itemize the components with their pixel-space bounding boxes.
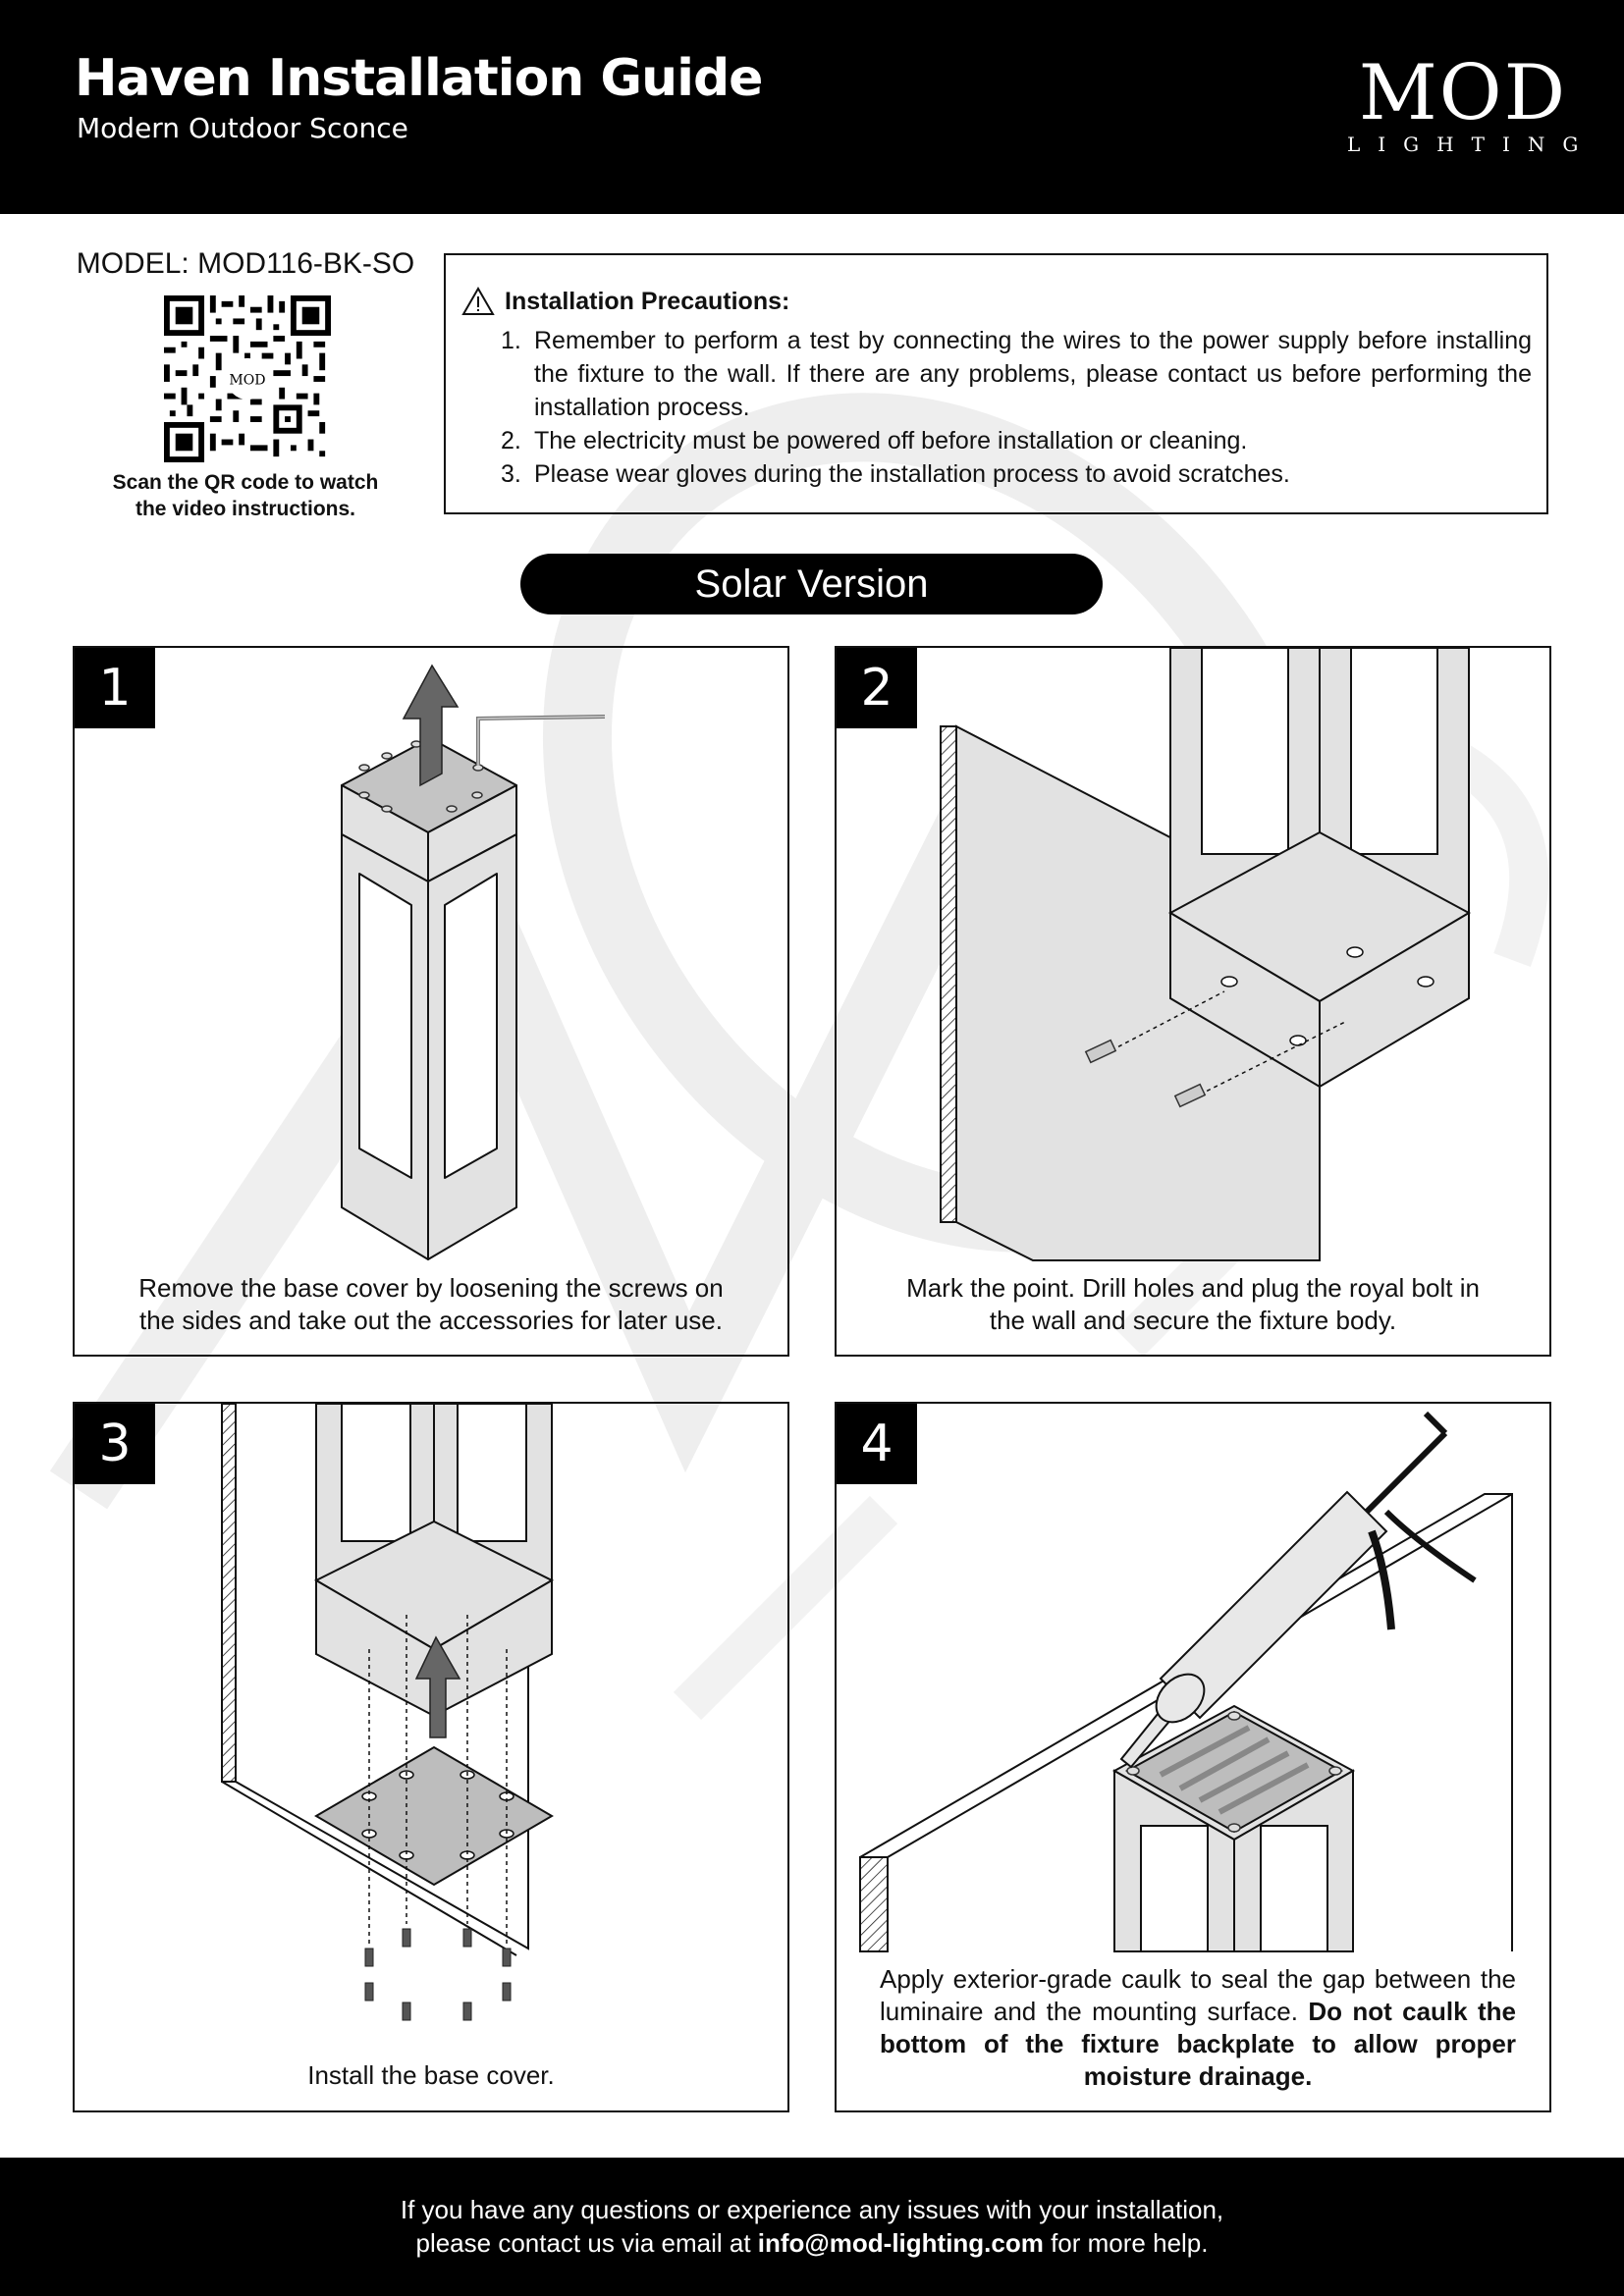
qr-caption-line2: the video instructions. bbox=[135, 498, 356, 520]
caption-line: the sides and take out the accessories for later use. bbox=[138, 1306, 723, 1335]
precaution-text: Remember to perform a test by connecting the wires to the power supply before installing the fixture to the wall. If there are any problems, please contact us before performing the installation process. bbox=[534, 327, 1532, 421]
precaution-number: 3. bbox=[501, 460, 521, 488]
caulk-gun-icon bbox=[1121, 1414, 1475, 1767]
model-number: MODEL: MOD116-BK-SO bbox=[76, 247, 415, 280]
logo-sub-text: LIGHTING bbox=[1347, 133, 1597, 156]
step-3-illustration bbox=[75, 1404, 789, 2112]
caption-warning-text: Do not caulk the bottom of the fixture backplate to allow proper moisture drainage. bbox=[880, 1997, 1516, 2091]
screw-icon bbox=[365, 1929, 511, 2020]
step-2-illustration bbox=[837, 648, 1551, 1357]
step-1-caption bbox=[114, 1272, 748, 1337]
precautions-heading bbox=[461, 287, 789, 316]
qr-code[interactable] bbox=[164, 295, 331, 462]
precaution-number: 2. bbox=[501, 427, 521, 454]
step-2-panel bbox=[835, 646, 1551, 1357]
warning-triangle-icon bbox=[461, 287, 495, 316]
step-number: 1 bbox=[75, 648, 155, 728]
brand-logo bbox=[1335, 49, 1597, 156]
caption-line: Install the base cover. bbox=[307, 2060, 555, 2090]
precaution-item bbox=[501, 457, 1532, 491]
footer-line-1: If you have any questions or experience any issues with your installation, bbox=[400, 2195, 1224, 2224]
precaution-text: Please wear gloves during the installation process to avoid scratches. bbox=[534, 460, 1290, 488]
header-bar bbox=[0, 0, 1624, 214]
precaution-text: The electricity must be powered off before installation or cleaning. bbox=[534, 427, 1248, 454]
qr-caption-line1: Scan the QR code to watch bbox=[112, 471, 379, 494]
page-title: Haven Installation Guide bbox=[75, 49, 763, 108]
caption-line: Mark the point. Drill holes and plug the royal bolt in bbox=[906, 1273, 1480, 1303]
caption-normal-text: Apply exterior-grade caulk to seal the gap between the luminaire and the mounting surface. bbox=[880, 1964, 1516, 2026]
qr-center-logo: MOD bbox=[229, 372, 266, 389]
caption-line: Remove the base cover by loosening the screws on bbox=[138, 1273, 724, 1303]
footer-text: for more help. bbox=[1043, 2228, 1209, 2258]
step-4-panel bbox=[835, 1402, 1551, 2112]
step-3-caption bbox=[114, 2059, 748, 2092]
step-4-caption bbox=[880, 1963, 1516, 2093]
support-email-link[interactable]: info@mod-lighting.com bbox=[757, 2228, 1044, 2258]
version-banner: Solar Version bbox=[520, 554, 1103, 614]
precaution-item bbox=[501, 424, 1532, 457]
footer-line-2 bbox=[0, 2226, 1624, 2260]
footer-bar bbox=[0, 2158, 1624, 2296]
logo-main-text: MOD bbox=[1358, 49, 1568, 137]
step-1-panel bbox=[73, 646, 789, 1357]
page-subtitle: Modern Outdoor Sconce bbox=[77, 112, 408, 144]
precaution-number: 1. bbox=[501, 327, 521, 354]
precaution-item bbox=[501, 324, 1532, 424]
step-3-panel bbox=[73, 1402, 789, 2112]
caption-line: the wall and secure the fixture body. bbox=[989, 1306, 1397, 1335]
step-number: 2 bbox=[837, 648, 917, 728]
qr-caption bbox=[98, 469, 393, 522]
step-number: 4 bbox=[837, 1404, 917, 1484]
step-1-illustration bbox=[75, 648, 789, 1357]
precautions-list bbox=[501, 324, 1532, 491]
precautions-title: Installation Precautions: bbox=[505, 287, 790, 315]
step-number: 3 bbox=[75, 1404, 155, 1484]
footer-text: please contact us via email at bbox=[415, 2228, 758, 2258]
precautions-box bbox=[444, 253, 1548, 514]
step-2-caption bbox=[876, 1272, 1510, 1337]
